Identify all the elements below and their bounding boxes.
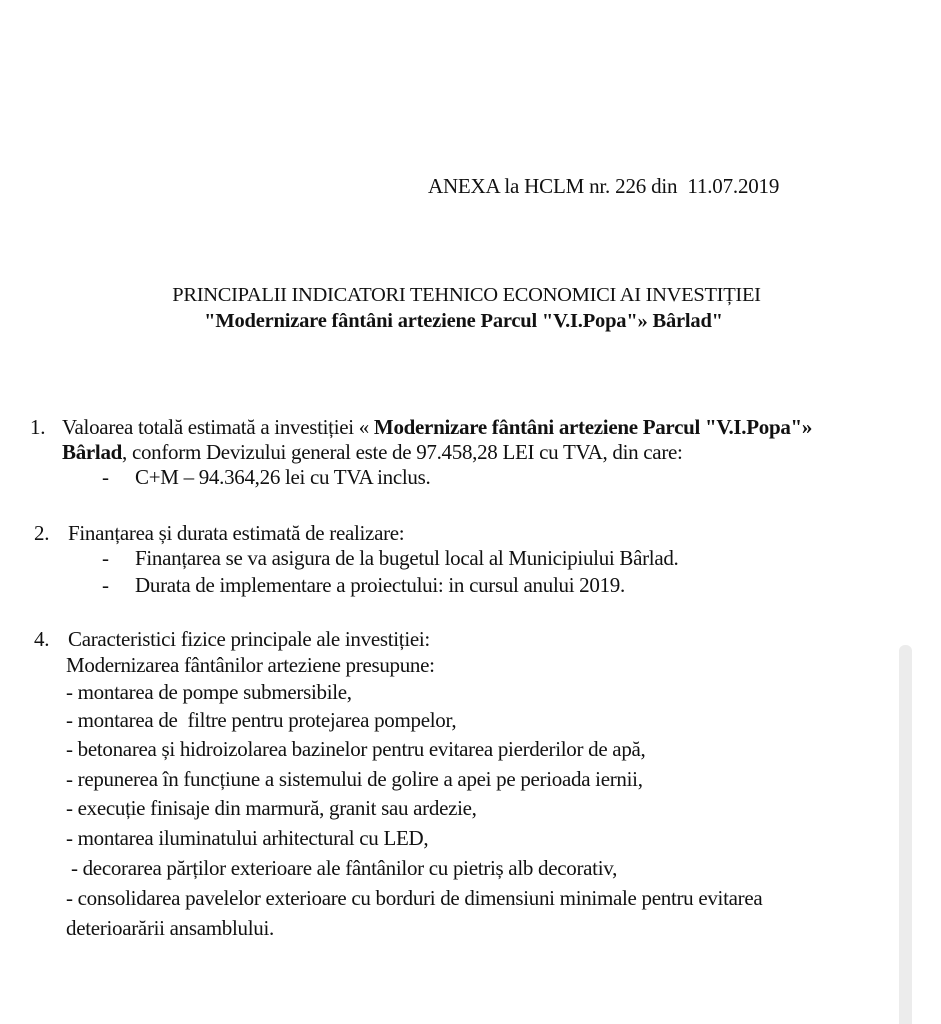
section-1-number: 1. — [30, 415, 46, 439]
section-1-project-name: Modernizare fântâni arteziene Parcul "V.I.Popa"» — [373, 415, 813, 439]
annex-reference: ANEXA la HCLM nr. 226 din 11.07.2019 — [428, 174, 780, 198]
list-dash: - — [102, 573, 109, 597]
section-2-item-text: Durata de implementare a proiectului: in cursul anului 2019. — [135, 573, 625, 597]
section-2-heading: Finanțarea și durata estimată de realizare: — [68, 521, 405, 545]
section-1-item — [102, 465, 430, 490]
section-4-item: - montarea iluminatului arhitectural cu LED, — [66, 826, 429, 850]
section-4-item: deterioarării ansamblului. — [66, 916, 274, 940]
section-2-item — [102, 573, 625, 598]
section-1-text-a: Valoarea totală estimată a investiției « — [62, 415, 374, 439]
section-2-item-text: Finanțarea se va asigura de la bugetul local al Municipiului Bârlad. — [135, 546, 679, 570]
section-4-item: - consolidarea pavelelor exterioare cu borduri de dimensiuni minimale pentru evitarea — [66, 886, 763, 910]
title-line-1: PRINCIPALII INDICATORI TEHNICO ECONOMICI AI INVESTIȚIEI — [172, 284, 761, 306]
scrollbar[interactable] — [899, 645, 912, 1024]
section-4-item: - execuție finisaje din marmură, granit sau ardezie, — [66, 796, 477, 820]
section-2-number: 2. — [34, 521, 50, 545]
section-4-intro: Modernizarea fântânilor arteziene presupune: — [66, 653, 435, 677]
section-4-item: - montarea de pompe submersibile, — [66, 680, 352, 704]
section-1-line-1 — [62, 415, 812, 440]
section-4-item: - repunerea în funcțiune a sistemului de golire a apei pe perioada iernii, — [66, 767, 643, 791]
document-title — [0, 282, 941, 334]
section-2-item — [102, 546, 679, 571]
section-4-item: - montarea de filtre pentru protejarea pompelor, — [66, 708, 457, 732]
section-4-item: - betonarea și hidroizolarea bazinelor pentru evitarea pierderilor de apă, — [66, 737, 646, 761]
list-dash: - — [102, 546, 109, 570]
section-1-item-text: C+M – 94.364,26 lei cu TVA inclus. — [135, 465, 431, 489]
title-line-2: "Modernizare fântâni arteziene Parcul "V.I.Popa"» Bârlad" — [204, 310, 723, 332]
section-1-line-2 — [62, 440, 683, 465]
section-4-heading: Caracteristici fizice principale ale investiției: — [68, 627, 430, 651]
list-dash: - — [102, 465, 109, 489]
section-1-location: Bârlad — [62, 440, 123, 464]
section-1-text-b: , conform Devizului general este de 97.458,28 LEI cu TVA, din care: — [122, 440, 683, 464]
section-4-item: - decorarea părților exterioare ale fântânilor cu pietriș alb decorativ, — [66, 856, 618, 880]
section-4-number: 4. — [34, 627, 50, 651]
